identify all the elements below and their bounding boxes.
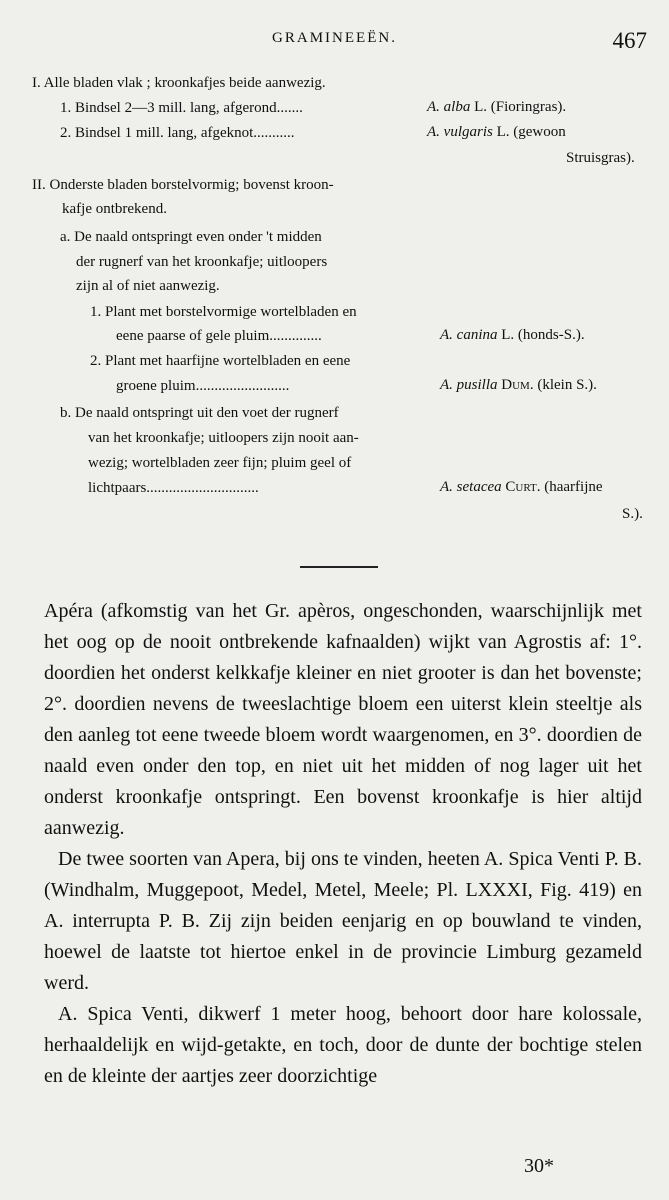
signature-mark: 30* — [524, 1155, 554, 1177]
key-item-2b-line1: 2. Plant met haarfijne wortelbladen en eene — [90, 353, 351, 369]
section-divider — [300, 566, 378, 568]
key-item-1b-line2: eene paarse of gele pluim.............. — [116, 328, 322, 344]
key-item-I: I. Alle bladen vlak ; kroonkafjes beide aanwezig. — [32, 75, 326, 91]
key-item-a-line2: der rugnerf van het kroonkafje; uitloopers — [76, 254, 328, 270]
key-item-a-line1: a. De naald ontspringt even onder 't midden — [60, 229, 322, 245]
key-item-b-line1: b. De naald ontspringt uit den voet der rugnerf — [60, 405, 339, 421]
key-taxon-1a: A. alba L. (Fioringras). — [427, 99, 567, 115]
key-item-2a: 2. Bindsel 1 mill. lang, afgeknot........... — [60, 125, 295, 141]
key-item-b-line3: wezig; wortelbladen zeer fijn; pluim geel of — [88, 455, 352, 471]
paragraph-1: Apéra (afkomstig van het Gr. apèros, ongeschonden, waarschijnlijk met het oog op de nooit ontbrekende kafnaalden) wijkt van Agrostis af: 1°. doordien het onderst kelkkafje kleiner en niet grooter is dan het bovenste; 2°. doordien nevens de tweeslachtige bloem een uiterst klein steeltje als den aanleg tot eene tweede bloem wordt waargenomen, en 3°. doordien de naald even onder den top, en niet uit het midden of nog lager uit het onderst kroonkafje ontspringt. Een bovenst kroonkafje is hier altijd aanwezig. — [44, 600, 642, 839]
key-item-1a: 1. Bindsel 2—3 mill. lang, afgerond....... — [60, 100, 303, 116]
key-item-b-line2: van het kroonkafje; uitloopers zijn nooit aan- — [88, 430, 359, 446]
key-taxon-2b: A. pusilla Dum. (klein S.). — [440, 377, 597, 393]
paragraph-2: De twee soorten van Apera, bij ons te vinden, heeten A. Spica Venti P. B. (Windhalm, Muggepoot, Medel, Metel, Meele; Pl. LXXXI, Fig. 419) en A. interrupta P. B. Zij zijn beiden eenjarig en op bouwland te vinden, hoewel de laatste tot hiertoe enkel in de provincie Limburg gezameld werd. — [44, 848, 642, 994]
paragraph-3: A. Spica Venti, dikwerf 1 meter hoog, behoort door hare kolossale, herhaaldelijk en wijd-getakte, en toch, door de dunte der bochtige stelen en de kleinte der aartjes zeer doorzichtige — [44, 1003, 642, 1087]
running-head: GRAMINEEËN. — [272, 30, 397, 46]
key-item-1b-line1: 1. Plant met borstelvormige wortelbladen en — [90, 304, 357, 320]
page-number: 467 — [612, 28, 647, 53]
key-common-b-cont: S.). — [622, 506, 643, 522]
key-taxon-2a: A. vulgaris L. (gewoon — [427, 124, 566, 140]
key-item-a-line3: zijn al of niet aanwezig. — [76, 278, 220, 294]
key-item-II-line1: II. Onderste bladen borstelvormig; bovenst kroon- — [32, 177, 334, 193]
key-item-2b-line2: groene pluim......................... — [116, 378, 290, 394]
key-taxon-b: A. setacea Curt. (haarfijne — [440, 479, 603, 495]
key-taxon-1b: A. canina L. (honds-S.). — [440, 327, 585, 343]
key-item-II-line2: kafje ontbrekend. — [62, 201, 167, 217]
key-item-b-line4: lichtpaars.............................. — [88, 480, 259, 496]
body-text — [44, 596, 642, 1092]
key-common-2a-cont: Struisgras). — [566, 150, 635, 166]
